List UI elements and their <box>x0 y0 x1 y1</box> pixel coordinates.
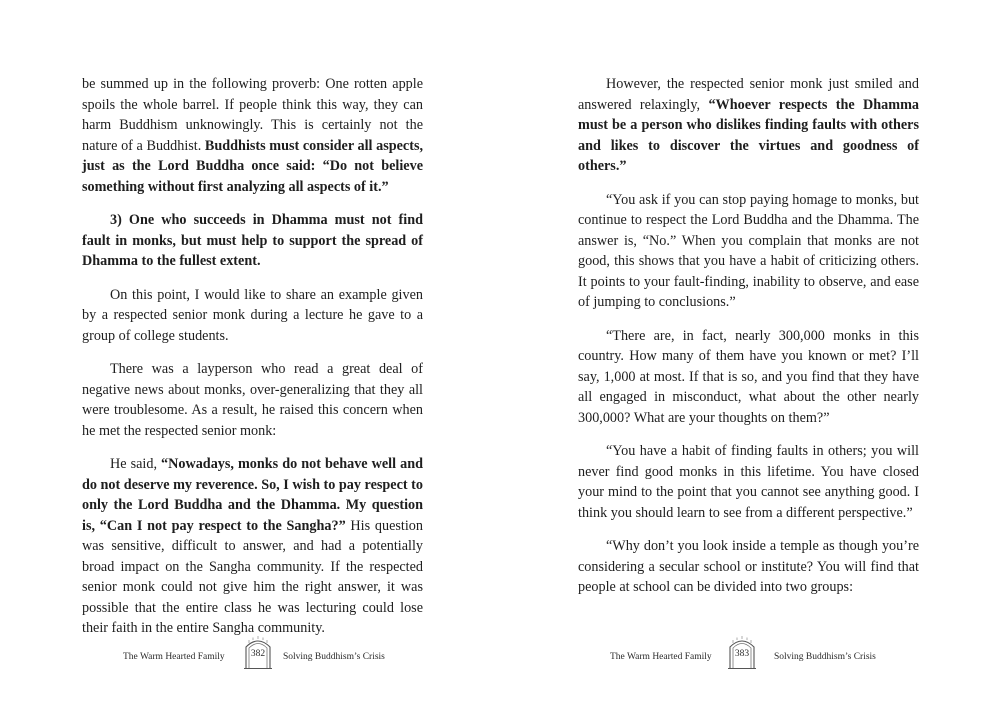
paragraph <box>82 454 423 639</box>
text-run: “You have a habit of finding faults in others; you will never find good monks in this lifetime. You have closed your mind to the point that you cannot see anything good. I think you should learn to see from a different perspective.” <box>578 443 919 521</box>
text-run: He said, <box>110 456 162 472</box>
bold-text-run: “Whoever respects the Dhamma must be a person who dislikes finding faults with others and likes to discover the virtues and goodness of others.” <box>578 96 919 174</box>
right-page-footer <box>500 634 1000 670</box>
bold-text-run: “Nowadays, monks do not behave well and do not deserve my reverence. So, I wish to pay respect to only the Lord Buddha and the Dhamma. My question is, “Can I not pay respect to the Sangha?” <box>82 456 423 534</box>
left-page-footer <box>0 634 500 670</box>
left-page-body <box>82 74 423 652</box>
temple-arch-emblem-icon <box>239 634 277 670</box>
footer-chapter-title: Solving Buddhism’s Crisis <box>283 652 385 662</box>
text-run: “Why don’t you look inside a temple as though you’re considering a secular school or institute? You will find that people at school can be divided into two groups: <box>578 538 919 595</box>
bold-text-run: 3) One who succeeds in Dhamma must not find fault in monks, but must help to support the spread of Dhamma to the fullest extent. <box>82 212 423 269</box>
text-run: “There are, in fact, nearly 300,000 monks in this country. How many of them have you known or met? I’ll say, 1,000 at most. If that is so, and you find that they have all engaged in misconduct, what about the other nearly 300,000? What are your thoughts on them?” <box>578 327 919 426</box>
text-run: His question was sensitive, difficult to answer, and had a potentially broad impact on the Sangha community. If the respected senior monk could not give him the right answer, it was possible that the entire class he was lecturing could lose their faith in the entire Sangha community. <box>82 517 423 636</box>
paragraph <box>82 285 423 347</box>
right-page <box>500 0 1000 707</box>
temple-arch-emblem-icon <box>723 634 761 670</box>
text-run: There was a layperson who read a great deal of negative news about monks, over-generalizing that they all were troublesome. As a result, he raised this concern when he met the respected senior monk: <box>82 361 423 439</box>
footer-chapter-title: Solving Buddhism’s Crisis <box>774 652 876 662</box>
paragraph <box>578 190 919 313</box>
paragraph <box>578 74 919 177</box>
right-page-body <box>578 74 919 611</box>
paragraph <box>578 536 919 598</box>
footer-book-title: The Warm Hearted Family <box>610 652 712 662</box>
paragraph <box>82 359 423 441</box>
text-run: On this point, I would like to share an example given by a respected senior monk during a lecture he gave to a group of college students. <box>82 286 423 344</box>
paragraph <box>82 210 423 272</box>
paragraph <box>82 74 423 197</box>
text-run: “You ask if you can stop paying homage to monks, but continue to respect the Lord Buddha and the Dhamma. The answer is, “No.” When you complain that monks are not good, this shows that you have a habit of criticizing others. It points to your fault-finding, inability to observe, and ease of jumping to conclusions.” <box>578 191 919 310</box>
page-number: 382 <box>250 649 266 659</box>
text-run: be summed up in the following proverb: One rotten apple spoils the whole barrel. If people think this way, they can harm Buddhism unknowingly. This is certainly not the nature of a Buddhist. <box>82 76 423 154</box>
paragraph <box>578 326 919 429</box>
text-run: However, the respected senior monk just smiled and answered relaxingly, <box>578 76 919 113</box>
bold-text-run: Buddhists must consider all aspects, just as the Lord Buddha once said: “Do not believe something without first analyzing all aspects of it.” <box>82 137 424 195</box>
page-number: 383 <box>734 649 750 659</box>
footer-book-title: The Warm Hearted Family <box>123 652 225 662</box>
paragraph <box>578 441 919 523</box>
